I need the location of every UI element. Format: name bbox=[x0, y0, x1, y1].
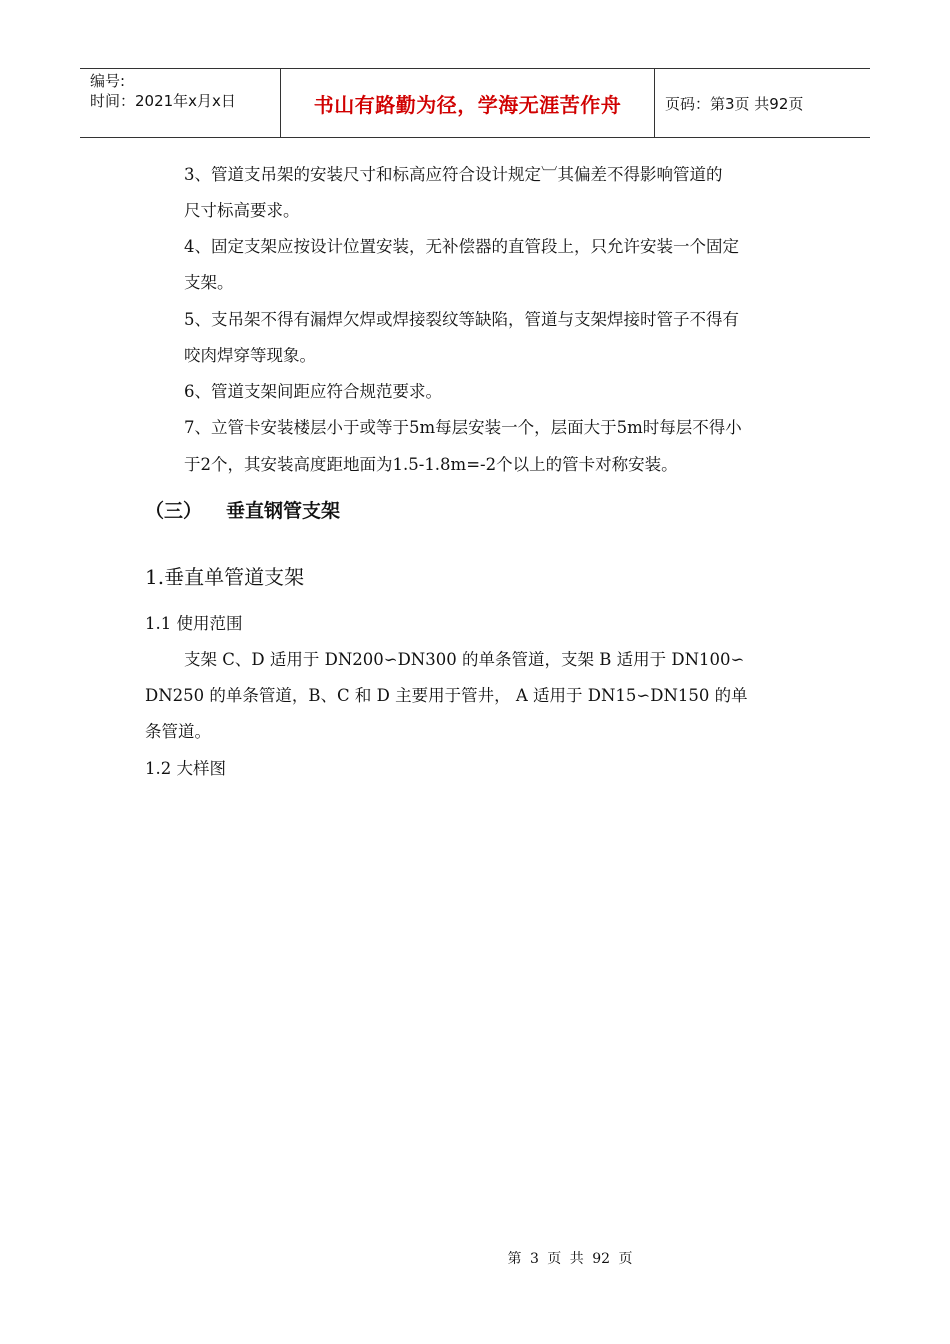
section-number: （三） bbox=[145, 500, 203, 522]
paragraph-line: 支架。 bbox=[184, 273, 234, 292]
paragraph-line: 7、立管卡安装楼层小于或等于5m每层安装一个，层面大于5m时每层不得小 bbox=[184, 418, 742, 437]
paragraph-line: 支架 C、D 适用于 DN200∽DN300 的单条管道，支架 B 适用于 DN100∽ bbox=[184, 650, 745, 669]
paragraph-line: DN250 的单条管道，B、C 和 D 主要用于管井， A 适用于 DN15∽DN150 的单 bbox=[145, 686, 748, 705]
time-label: 时间：2021年x月x日 bbox=[90, 92, 236, 110]
paragraph-line: 5、支吊架不得有漏焊欠焊或焊接裂纹等缺陷，管道与支架焊接时管子不得有 bbox=[184, 310, 739, 329]
header-page-info: 页码：第3页 共92页 bbox=[665, 94, 804, 113]
subsection-heading: 1.垂直单管道支架 bbox=[145, 565, 305, 589]
paragraph-line: 咬肉焊穿等现象。 bbox=[184, 346, 316, 365]
paragraph-line: 尺寸标高要求。 bbox=[184, 201, 300, 220]
document-header bbox=[80, 68, 870, 138]
header-meta bbox=[80, 69, 281, 137]
header-motto: 书山有路勤为径，学海无涯苦作舟 bbox=[281, 69, 655, 137]
paragraph-line: 于2个，其安装高度距地面为1.5-1.8m=-2个以上的管卡对称安装。 bbox=[184, 455, 678, 474]
paragraph-line: 6、管道支架间距应符合规范要求。 bbox=[184, 382, 442, 401]
code-label: 编号: bbox=[90, 72, 126, 90]
paragraph-line: 4、固定支架应按设计位置安装，无补偿器的直管段上，只允许安装一个固定 bbox=[184, 237, 739, 256]
section-title: 垂直钢管支架 bbox=[226, 500, 341, 522]
subsection-item-heading: 1.2 大样图 bbox=[145, 759, 226, 778]
subsection-item-heading: 1.1 使用范围 bbox=[145, 614, 243, 633]
page-footer: 第 3 页 共 92 页 bbox=[507, 1251, 633, 1267]
paragraph-line: 3、管道支吊架的安装尺寸和标高应符合设计规定︺其偏差不得影响管道的 bbox=[184, 165, 723, 184]
paragraph-line: 条管道。 bbox=[145, 722, 211, 741]
section-heading bbox=[145, 496, 340, 523]
